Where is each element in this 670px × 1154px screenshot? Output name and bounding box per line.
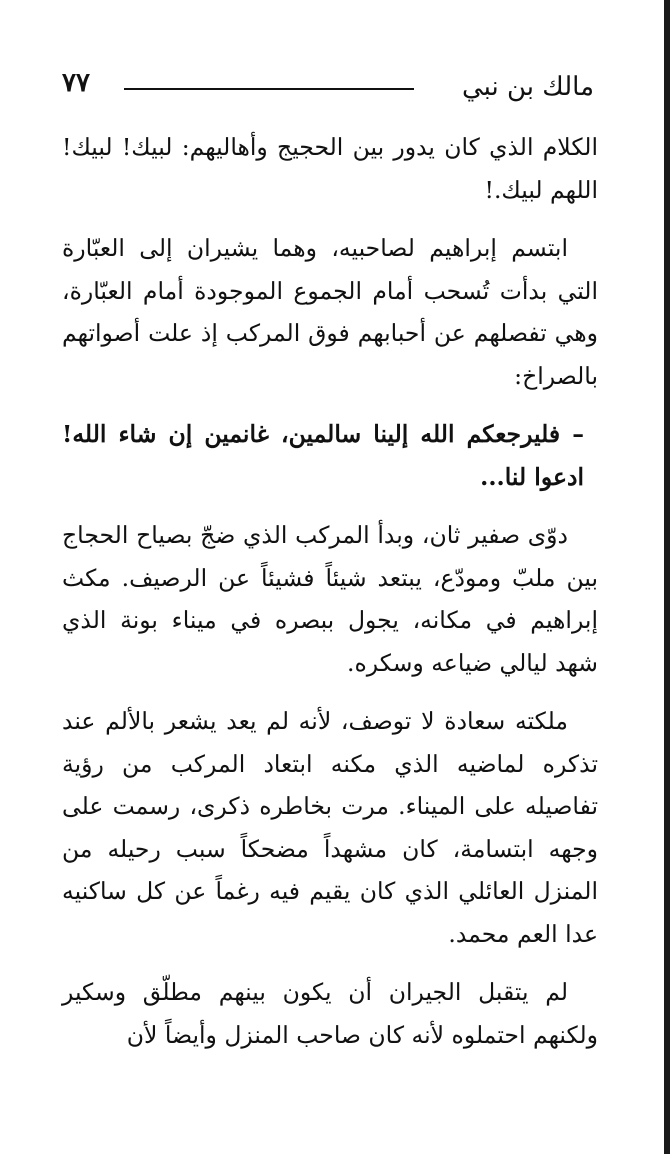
page-edge-shadow: [664, 0, 670, 1154]
paragraph-5: لم يتقبل الجيران أن يكون بينهم مطلّق وسكير ولكنهم احتملوه لأنه كان صاحب المنزل وأيضاً لأن: [62, 978, 598, 1049]
paragraph-3: دوّى صفير ثان، وبدأ المركب الذي ضجّ بصياح الحجاج بين ملبّ ومودّع، يبتعد شيئاً فشيئاً عن الرصيف. مكث إبراهيم في مكانه، يجول ببصره في ميناء بونة الذي شهد ليالي ضياعه وسكره.: [62, 521, 598, 677]
body-text: [62, 126, 598, 1072]
paragraph-4: ملكته سعادة لا توصف، لأنه لم يعد يشعر بالألم عند تذكره لماضيه الذي مكنه ابتعاد المركب من رؤية تفاصيله على الميناء. مرت بخاطره ذكرى، رسمت على وجهه ابتسامة، كان مشهداً مضحكاً سبب رحيله من المنزل العائلي الذي كان يقيم فيه رغماً عن كل ساكنيه عدا العم محمد.: [62, 707, 599, 948]
paragraph-1: الكلام الذي كان يدور بين الحجيج وأهاليهم: لبيك! لبيك! اللهم لبيك.!: [62, 133, 598, 204]
page-number: ٧٧: [62, 68, 90, 98]
header-rule: [124, 88, 414, 90]
paragraph-2: ابتسم إبراهيم لصاحبيه، وهما يشيران إلى العبّارة التي بدأت تُسحب أمام الجموع الموجودة أمام العبّارة، وهي تفصلهم عن أحبابهم فوق المركب إذ علت أصواتهم بالصراخ:: [62, 234, 598, 390]
dialogue-line: – فليرجعكم الله إلينا سالمين، غانمين إن شاء الله! ادعوا لنا...: [62, 420, 584, 491]
running-title: مالك بن نبي: [462, 72, 594, 102]
page-header: [62, 66, 594, 106]
